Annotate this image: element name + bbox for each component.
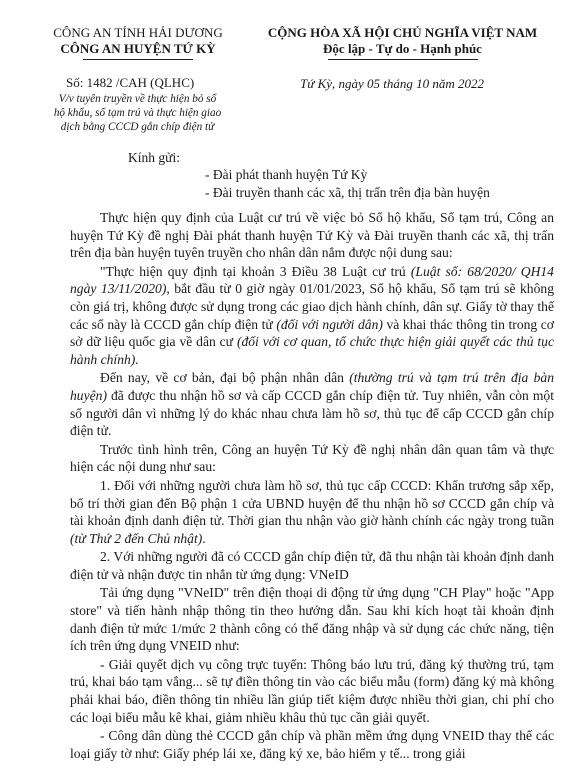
paragraph-status: Đến nay, về cơ bản, đại bộ phận nhân dân (thường trú và tạm trú trên địa bàn huyện) đã được thu nhận hồ sơ và cấp CCCD gắn chíp điện tử. Tuy nhiên, vẫn còn một số người dân vì những lý do khác nhau chưa làm hồ sơ, thủ tục để cấp CCCD gắn chíp điện tử. bbox=[70, 370, 555, 439]
subject-line: V/v tuyên truyền về thực hiện bỏ sổ bbox=[58, 93, 217, 105]
letter-body bbox=[70, 209, 554, 763]
paragraph-regulation: "Thực hiện quy định tại khoản 3 Điều 38 Luật cư trú (Luật số: 68/2020/ QH14 ngày 13/11/2020), bắt đầu từ 0 giờ ngày 01/01/2023, Sổ hộ khẩu, Sổ tạm trú sẽ không còn giá trị, không được sử dụng trong các giao dịch hành chính, dân sự. Giấy tờ thay thế các sổ này là CCCD gắn chíp điện tử (đối với người dân) và khai thác thông tin trong cơ sở dữ liệu quốc gia về dân cư (đối với cơ quan, tổ chức thực hiện giải quyết các thủ tục hành chính). bbox=[70, 263, 554, 367]
paragraph-request: Trước tình hình trên, Công an huyện Tứ Kỳ đề nghị nhân dân quan tâm và thực hiện các nội dung như sau: bbox=[70, 441, 554, 475]
subject-line: dịch bằng CCCD gắn chíp điện tử bbox=[60, 121, 215, 133]
greeting: Kính gửi: bbox=[128, 150, 180, 165]
country-name: CỘNG HÒA XÃ HỘI CHỦ NGHĨA VIỆT NAM bbox=[267, 25, 538, 40]
motto-underline bbox=[328, 59, 478, 60]
paragraph-intro: Thực hiện quy định của Luật cư trú về việc bỏ Sổ hộ khẩu, Sổ tạm trú, Công an huyện Tứ Kỳ đề nghị Đài phát thanh huyện Tứ Kỳ và Đài truyền thanh các xã, thị trấn trên địa bàn huyện tuyên truyền cho nhân dân nắm được nội dung sau: bbox=[70, 210, 554, 261]
paragraph-app-install: Tải ứng dụng "VNeID" trên điện thoại di động từ ứng dụng "CH Play" hoặc "App store" và tiến hành nhập thông tin theo hướng dẫn. Sau khi kích hoạt tài khoản định danh điện tử mức 1/mức 2 thành công có thể đăng nhập và sử dụng các chức năng, tiện ích trên ứng dụng VNEID như: bbox=[70, 585, 554, 654]
recipient: - Đài phát thanh huyện Tứ Kỳ bbox=[205, 167, 368, 182]
document-subject bbox=[30, 92, 245, 134]
paragraph-online-services: - Giải quyết dịch vụ công trực tuyến: Thông báo lưu trú, đăng ký thường trú, tạm trú, khai báo tạm vắng... sẽ tự điền thông tin vào các biểu mẫu (form) đăng ký mà không phải khai báo, điền thông tin nhiều lần giúp tiết kiệm được nhiều thời gian, chi phí cho các loại biểu mẫu kê khai, giảm nhiều khâu thủ tục cần giải quyết. bbox=[70, 656, 554, 725]
issuing-agency bbox=[38, 25, 238, 60]
paragraph-replace-documents: - Công dân dùng thẻ CCCD gắn chíp và phần mềm ứng dụng VNEID thay thế các loại giấy tờ như: Giấy phép lái xe, đăng ký xe, bảo hiểm y tế... trong giải bbox=[70, 728, 554, 761]
paragraph-item-1: 1. Đối với những người chưa làm hồ sơ, thủ tục cấp CCCD: Khẩn trương sắp xếp, bố trí thời gian đến Bộ phận 1 cửa UBND huyện để thu nhận hồ sơ CCCD gắn chíp và tài khoản định danh điện tử. Thời gian thu nhận vào giờ hành chính các ngày trong tuần (từ Thứ 2 đến Chủ nhật). bbox=[70, 477, 554, 546]
subject-line: hộ khẩu, sổ tạm trú và thực hiện giao bbox=[53, 107, 222, 119]
agency-underline bbox=[83, 59, 193, 60]
paragraph-item-2: 2. Với những người đã có CCCD gắn chíp điện tử, đã thu nhận tài khoản định danh điện tử và nhận được tin nhắn từ ứng dụng: VNeID bbox=[70, 549, 554, 582]
motto: Độc lập - Tự do - Hạnh phúc bbox=[323, 41, 482, 56]
agency-parent: CÔNG AN TỈNH HẢI DƯƠNG bbox=[53, 25, 223, 40]
document-number: Số: 1482 /CAH (QLHC) bbox=[66, 75, 195, 90]
place-date: Tứ Kỳ, ngày 05 tháng 10 năm 2022 bbox=[300, 76, 485, 91]
recipient: - Đài truyền thanh các xã, thị trấn trên địa bàn huyện bbox=[205, 185, 490, 200]
agency-name: CÔNG AN HUYỆN TỨ KỲ bbox=[60, 41, 216, 56]
national-motto bbox=[245, 25, 560, 60]
